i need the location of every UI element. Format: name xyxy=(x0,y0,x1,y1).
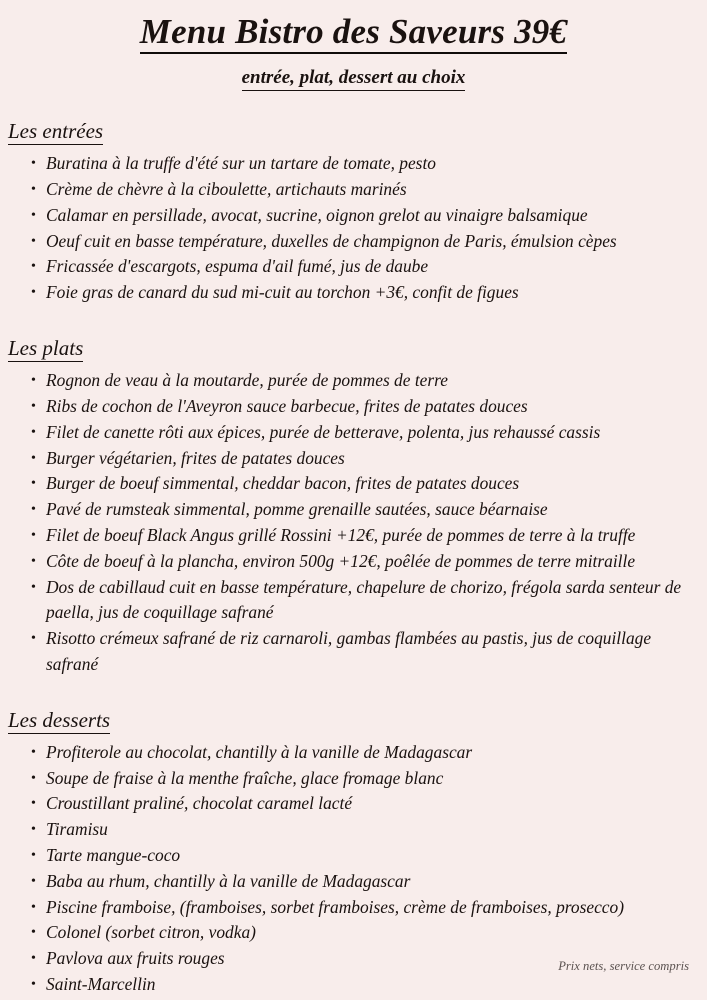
menu-sections xyxy=(0,119,707,998)
bullet-icon: • xyxy=(31,527,36,543)
menu-item xyxy=(0,626,707,678)
menu-item xyxy=(0,420,707,446)
menu-item-label: Profiterole au chocolat, chantilly à la vanille de Madagascar xyxy=(46,741,473,762)
menu-item-label: Saint-Marcellin xyxy=(46,974,156,995)
bullet-icon: • xyxy=(31,259,36,275)
bullet-icon: • xyxy=(31,579,36,595)
bullet-icon: • xyxy=(31,285,36,301)
menu-item-label: Fricassée d'escargots, espuma d'ail fumé, jus de daube xyxy=(46,256,429,277)
bullet-icon: • xyxy=(31,233,36,249)
menu-item-label: Rognon de veau à la moutarde, purée de pommes de terre xyxy=(46,370,448,391)
menu-item xyxy=(0,151,707,177)
menu-item xyxy=(0,549,707,575)
menu-item-list-plats xyxy=(0,368,707,678)
menu-item-label: Tiramisu xyxy=(46,819,108,840)
bullet-icon: • xyxy=(31,450,36,466)
bullet-icon: • xyxy=(31,373,36,389)
menu-section-plats xyxy=(0,336,707,678)
menu-subtitle: entrée, plat, dessert au choix xyxy=(242,67,466,91)
bullet-icon: • xyxy=(31,796,36,812)
bullet-icon: • xyxy=(31,977,36,993)
menu-item-list-entrees xyxy=(0,151,707,306)
bullet-icon: • xyxy=(31,822,36,838)
menu-item-label: Oeuf cuit en basse température, duxelles de champignon de Paris, émulsion cèpes xyxy=(46,230,617,251)
bullet-icon: • xyxy=(31,770,36,786)
menu-item xyxy=(0,895,707,921)
menu-item xyxy=(0,394,707,420)
bullet-icon: • xyxy=(31,181,36,197)
menu-item xyxy=(0,920,707,946)
menu-item-label: Colonel (sorbet citron, vodka) xyxy=(46,922,256,943)
bullet-icon: • xyxy=(31,553,36,569)
menu-item xyxy=(0,446,707,472)
bullet-icon: • xyxy=(31,631,36,647)
menu-item xyxy=(0,254,707,280)
section-heading-plats: Les plats xyxy=(8,336,83,362)
menu-item xyxy=(0,972,707,998)
menu-item xyxy=(0,471,707,497)
menu-item-label: Baba au rhum, chantilly à la vanille de Madagascar xyxy=(46,870,411,891)
menu-item-label: Burger végétarien, frites de patates douces xyxy=(46,447,345,468)
bullet-icon: • xyxy=(31,951,36,967)
menu-item-label: Buratina à la truffe d'été sur un tartare de tomate, pesto xyxy=(46,153,436,174)
bullet-icon: • xyxy=(31,744,36,760)
menu-header xyxy=(0,0,707,91)
menu-item xyxy=(0,740,707,766)
bullet-icon: • xyxy=(31,398,36,414)
menu-section-desserts xyxy=(0,708,707,998)
menu-item-label: Filet de boeuf Black Angus grillé Rossini +12€, purée de pommes de terre à la truffe xyxy=(46,524,636,545)
menu-item xyxy=(0,203,707,229)
menu-section-entrees xyxy=(0,119,707,306)
page-title: Menu Bistro des Saveurs 39€ xyxy=(140,12,567,54)
menu-item-label: Dos de cabillaud cuit en basse température, chapelure de chorizo, frégola sarda senteur de paella, jus de coquillage safrané xyxy=(46,576,682,623)
menu-item xyxy=(0,229,707,255)
menu-item-label: Tarte mangue-coco xyxy=(46,845,181,866)
menu-item-label: Risotto crémeux safrané de riz carnaroli, gambas flambées au pastis, jus de coquillage safrané xyxy=(46,628,652,674)
menu-item xyxy=(0,791,707,817)
menu-title-wrap xyxy=(0,12,707,54)
section-heading-desserts: Les desserts xyxy=(8,708,110,734)
menu-item-label: Crème de chèvre à la ciboulette, artichauts marinés xyxy=(46,178,407,199)
section-heading-entrees: Les entrées xyxy=(8,119,103,145)
menu-item-label: Calamar en persillade, avocat, sucrine, oignon grelot au vinaigre balsamique xyxy=(46,204,588,225)
menu-item xyxy=(0,766,707,792)
menu-item-label: Burger de boeuf simmental, cheddar bacon, frites de patates douces xyxy=(46,473,520,494)
menu-item xyxy=(0,280,707,306)
menu-item-label: Soupe de fraise à la menthe fraîche, glace fromage blanc xyxy=(46,767,444,788)
menu-item xyxy=(0,843,707,869)
bullet-icon: • xyxy=(31,848,36,864)
bullet-icon: • xyxy=(31,925,36,941)
menu-item xyxy=(0,177,707,203)
menu-item xyxy=(0,497,707,523)
menu-item-label: Filet de canette rôti aux épices, purée de betterave, polenta, jus rehaussé cassis xyxy=(46,421,601,442)
menu-item-label: Piscine framboise, (framboises, sorbet framboises, crème de framboises, prosecco) xyxy=(46,896,625,917)
menu-item-label: Foie gras de canard du sud mi-cuit au torchon +3€, confit de figues xyxy=(46,282,519,303)
bullet-icon: • xyxy=(31,899,36,915)
menu-item xyxy=(0,817,707,843)
menu-item xyxy=(0,575,707,627)
bullet-icon: • xyxy=(31,207,36,223)
menu-item xyxy=(0,368,707,394)
price-note: Prix nets, service compris xyxy=(558,959,689,973)
menu-subtitle-wrap xyxy=(0,54,707,91)
menu-item-label: Croustillant praliné, chocolat caramel lacté xyxy=(46,793,353,814)
menu-item xyxy=(0,869,707,895)
menu-item-label: Côte de boeuf à la plancha, environ 500g +12€, poêlée de pommes de terre mitraille xyxy=(46,550,636,571)
menu-item-label: Pavé de rumsteak simmental, pomme grenaille sautées, sauce béarnaise xyxy=(46,499,548,520)
bullet-icon: • xyxy=(31,502,36,518)
menu-item-label: Ribs de cochon de l'Aveyron sauce barbecue, frites de patates douces xyxy=(46,395,528,416)
bullet-icon: • xyxy=(31,156,36,172)
menu-item-label: Pavlova aux fruits rouges xyxy=(46,948,225,969)
bullet-icon: • xyxy=(31,424,36,440)
menu-item xyxy=(0,523,707,549)
bullet-icon: • xyxy=(31,476,36,492)
bullet-icon: • xyxy=(31,873,36,889)
